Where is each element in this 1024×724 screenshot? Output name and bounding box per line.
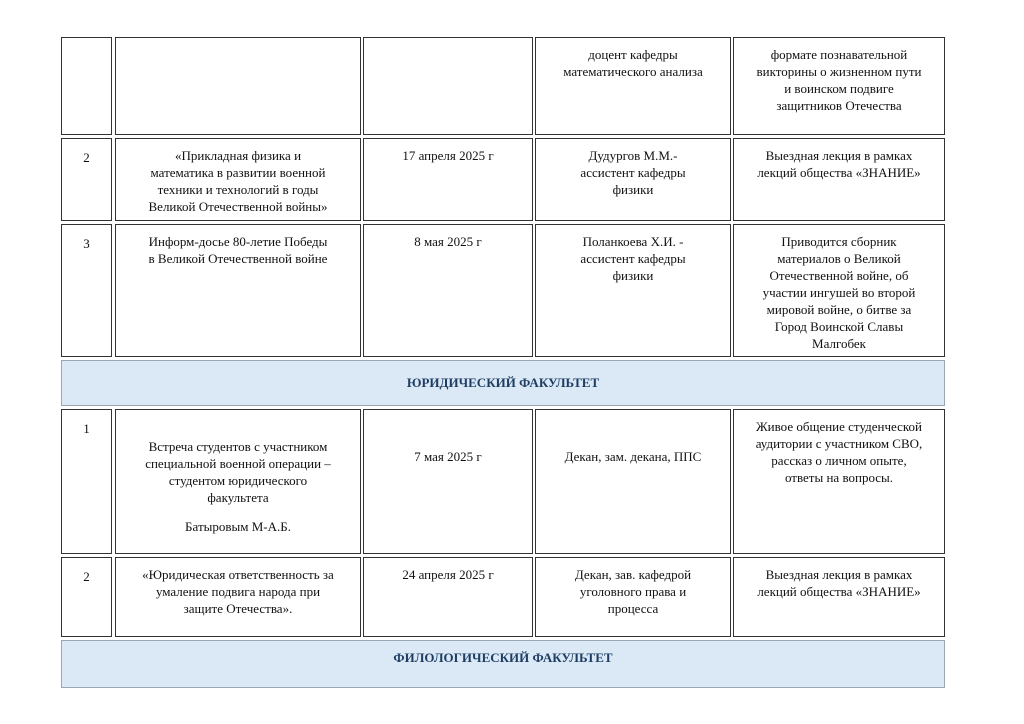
- responsible-cell: [535, 557, 731, 637]
- responsible-line: уголовного права и: [579, 584, 687, 599]
- row-number-cell: [61, 557, 112, 637]
- form-line: Приводится сборник: [781, 234, 897, 249]
- responsible-line: доцент кафедры: [588, 47, 678, 62]
- form-cell: [733, 138, 945, 221]
- event-cell: [115, 409, 361, 554]
- responsible-cell: [535, 37, 731, 135]
- responsible-line: Декан, зав. кафедрой: [574, 567, 692, 582]
- form-line: Отечественной войне, об: [769, 268, 909, 283]
- event-line: специальной военной операции –: [145, 456, 331, 471]
- responsible-cell: [535, 409, 731, 554]
- form-line: Выездная лекция в рамках: [765, 148, 913, 163]
- row-number-cell: [61, 138, 112, 221]
- form-line: аудитории с участником СВО,: [755, 436, 923, 451]
- event-cell: [115, 224, 361, 357]
- row-number: 1: [83, 421, 90, 436]
- row-number-cell: [61, 37, 112, 135]
- row-number: 2: [83, 569, 90, 584]
- date-cell: [363, 557, 533, 637]
- responsible-cell: [535, 138, 731, 221]
- responsible-line: ассистент кафедры: [580, 165, 686, 180]
- event-line: в Великой Отечественной войне: [148, 251, 328, 266]
- form-line: Живое общение студенческой: [756, 419, 922, 434]
- event-date: 8 мая 2025 г: [414, 234, 482, 249]
- form-line: Выездная лекция в рамках: [765, 567, 913, 582]
- event-line: студентом юридического: [168, 473, 308, 488]
- form-cell: [733, 409, 945, 554]
- event-cell: [115, 557, 361, 637]
- responsible-line: ассистент кафедры: [580, 251, 686, 266]
- form-line: лекций общества «ЗНАНИЕ»: [757, 584, 921, 599]
- form-line: и воинском подвиге: [784, 81, 894, 96]
- form-line: защитников Отечества: [776, 98, 902, 113]
- form-line: материалов о Великой: [777, 251, 901, 266]
- event-line: математика в развитии военной: [150, 165, 326, 180]
- event-cell: [115, 138, 361, 221]
- event-line: Встреча студентов с участником: [148, 439, 328, 454]
- event-line: «Прикладная физика и: [174, 148, 302, 163]
- responsible-line: процесса: [607, 601, 659, 616]
- row-number: 2: [83, 150, 90, 165]
- form-line: Город Воинской Славы: [774, 319, 904, 334]
- form-line: лекций общества «ЗНАНИЕ»: [757, 165, 921, 180]
- responsible-line: математического анализа: [563, 64, 703, 79]
- event-line: Информ-досье 80-летие Победы: [148, 234, 328, 249]
- responsible-line: Дудургов М.М.-: [588, 148, 678, 163]
- row-number: 3: [83, 236, 90, 251]
- event-line: Великой Отечественной войны»: [148, 199, 328, 214]
- event-line: умаление подвига народа при: [155, 584, 321, 599]
- date-cell: [363, 138, 533, 221]
- table-row: [60, 138, 946, 221]
- event-cell: [115, 37, 361, 135]
- event-line: техники и технологий в годы: [157, 182, 319, 197]
- form-line: формате познавательной: [770, 47, 908, 62]
- date-cell: [363, 224, 533, 357]
- event-date: 7 мая 2025 г: [414, 449, 482, 464]
- event-line: «Юридическая ответственность за: [142, 567, 334, 582]
- form-cell: [733, 37, 945, 135]
- form-line: викторины о жизненном пути: [756, 64, 922, 79]
- responsible-line: физики: [612, 182, 654, 197]
- date-cell: [363, 37, 533, 135]
- section-header-law-faculty: [61, 360, 945, 406]
- form-line: мировой войне, о битве за: [766, 302, 912, 317]
- form-line: ответы на вопросы.: [784, 470, 894, 485]
- form-line: рассказ о личном опыте,: [771, 453, 907, 468]
- form-line: участии ингушей во второй: [762, 285, 916, 300]
- table-row: [60, 224, 946, 357]
- row-number-cell: [61, 409, 112, 554]
- responsible-cell: [535, 224, 731, 357]
- table-row: [60, 409, 946, 554]
- responsible-line: физики: [612, 268, 654, 283]
- event-line: факультета: [207, 490, 269, 505]
- row-number-cell: [61, 224, 112, 357]
- event-participant-name: Батыровым М-А.Б.: [185, 519, 291, 534]
- event-date: 17 апреля 2025 г: [402, 148, 494, 163]
- event-date: 24 апреля 2025 г: [402, 567, 494, 582]
- responsible-line: Декан, зам. декана, ППС: [564, 449, 702, 464]
- responsible-line: Поланкоева Х.И. -: [582, 234, 684, 249]
- table-row: [60, 557, 946, 637]
- event-line: защите Отечества».: [183, 601, 293, 616]
- form-cell: [733, 557, 945, 637]
- form-line: Малгобек: [812, 336, 866, 351]
- table-row: [60, 37, 946, 135]
- date-cell: [363, 409, 533, 554]
- section-title: ЮРИДИЧЕСКИЙ ФАКУЛЬТЕТ: [406, 375, 600, 390]
- section-title: ФИЛОЛОГИЧЕСКИЙ ФАКУЛЬТЕТ: [393, 650, 613, 665]
- section-header-philology-faculty: [61, 640, 945, 688]
- form-cell: [733, 224, 945, 357]
